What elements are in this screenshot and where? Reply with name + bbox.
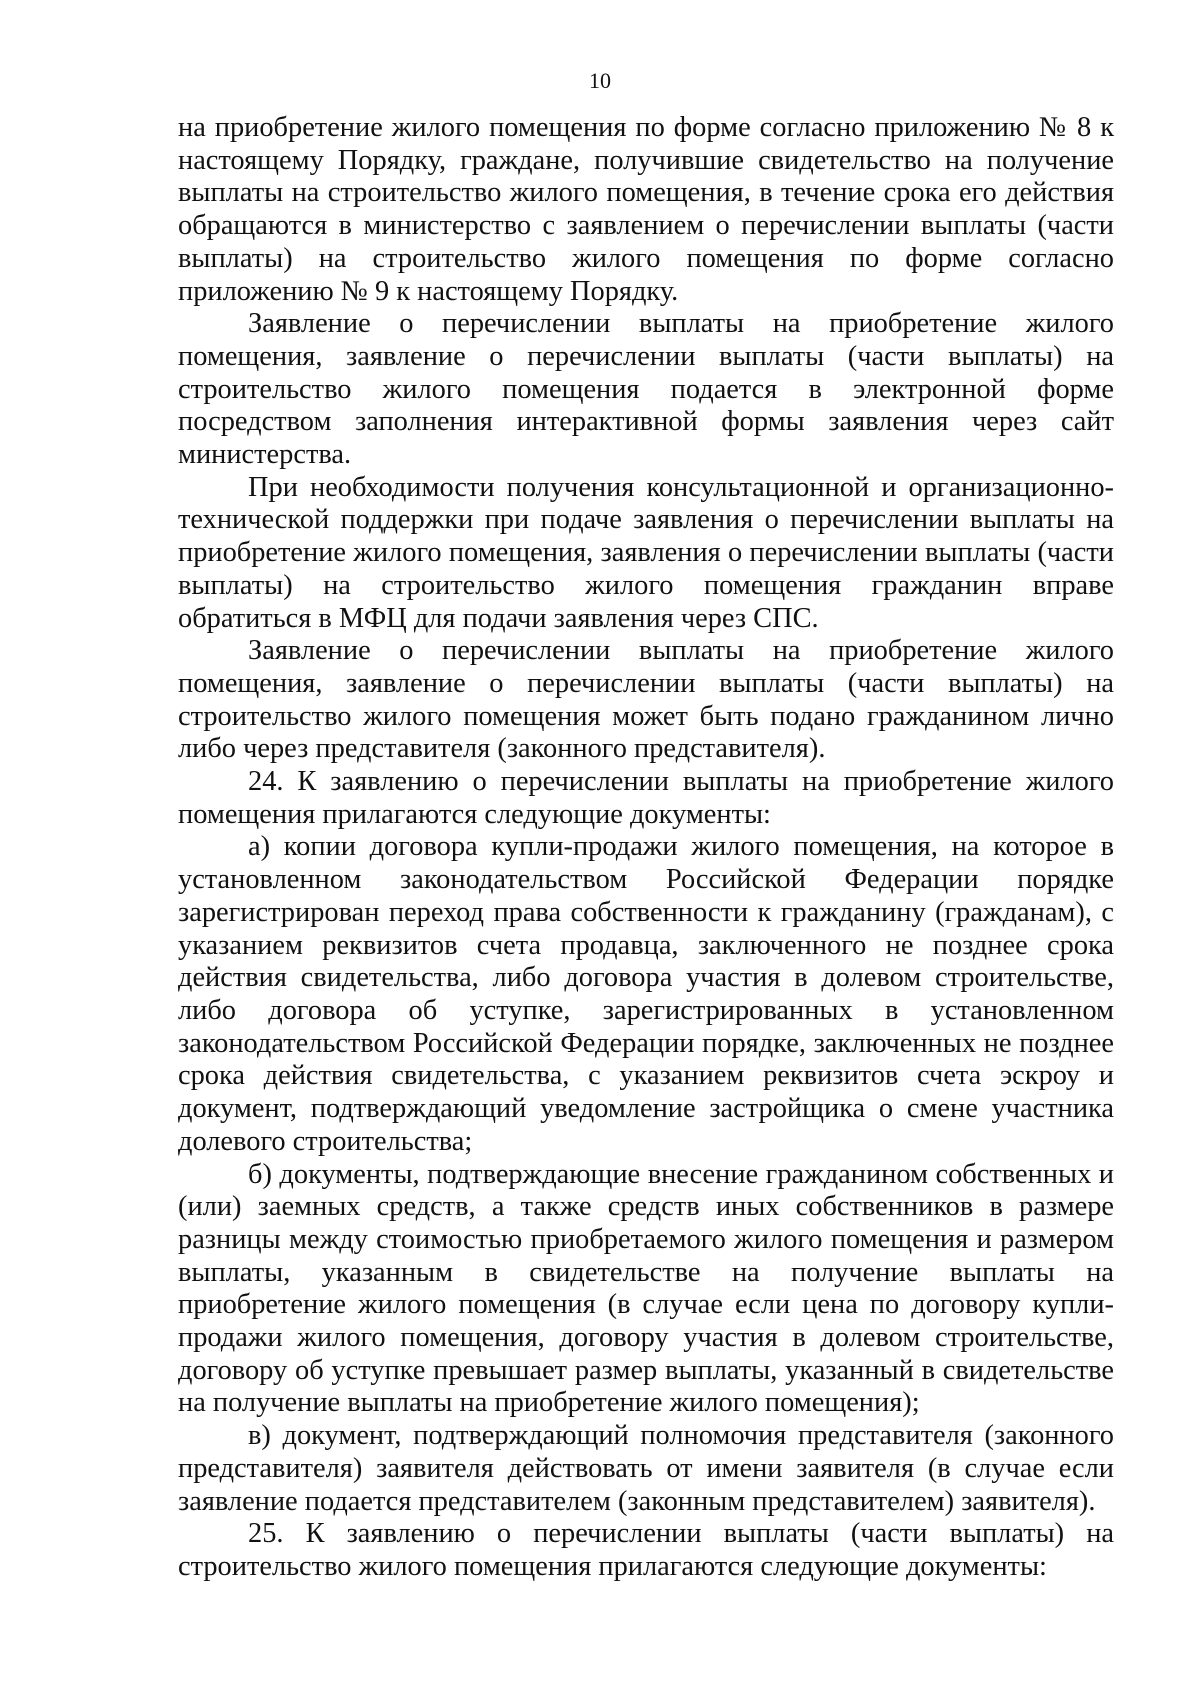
- paragraph-continuation: на приобретение жилого помещения по форме согласно приложению № 8 к настоящему Порядку, граждане, получившие свидетельство на получение выплаты на строительство жилого помещения, в течение срока его действия обращаются в министерство с заявлением о перечислении выплаты (части выплаты) на строительство жилого помещения по форме согласно приложению № 9 к настоящему Порядку.: [178, 112, 1114, 307]
- paragraph-representative: Заявление о перечислении выплаты на приобретение жилого помещения, заявление о перечислении выплаты (части выплаты) на строительство жилого помещения может быть подано гражданином лично либо через представителя (законного представителя).: [178, 635, 1114, 765]
- paragraph-item-25: 25. К заявлению о перечислении выплаты (части выплаты) на строительство жилого помещения прилагаются следующие документы:: [178, 1518, 1114, 1582]
- paragraph-electronic-submission: Заявление о перечислении выплаты на приобретение жилого помещения, заявление о перечислении выплаты (части выплаты) на строительство жилого помещения подается в электронной форме посредством заполнения интерактивной формы заявления через сайт министерства.: [178, 308, 1114, 471]
- paragraph-subitem-b: б) документы, подтверждающие внесение гражданином собственных и (или) заемных средств, а также средств иных собственников в размере разницы между стоимостью приобретаемого жилого помещения и размером выплаты, указанным в свидетельстве на получение выплаты на приобретение жилого помещения (в случае если цена по договору купли-продажи жилого помещения, договору участия в долевом строительстве, договору об уступке превышает размер выплаты, указанный в свидетельстве на получение выплаты на приобретение жилого помещения);: [178, 1158, 1114, 1419]
- paragraph-subitem-v: в) документ, подтверждающий полномочия представителя (законного представителя) заявителя действовать от имени заявителя (в случае если заявление подается представителем (законным представителем) заявителя).: [178, 1420, 1114, 1517]
- paragraph-subitem-a: а) копии договора купли-продажи жилого помещения, на которое в установленном законодательством Российской Федерации порядке зарегистрирован переход права собственности к гражданину (гражданам), с указанием реквизитов счета продавца, заключенного не позднее срока действия свидетельства, либо договора участия в долевом строительстве, либо договора об уступке, зарегистрированных в установленном законодательством Российской Федерации порядке, заключенных не позднее срока действия свидетельства, с указанием реквизитов счета эскроу и документ, подтверждающий уведомление застройщика о смене участника долевого строительства;: [178, 831, 1114, 1157]
- paragraph-mfc-support: При необходимости получения консультационной и организационно-технической поддержки при подаче заявления о перечислении выплаты на приобретение жилого помещения, заявления о перечислении выплаты (части выплаты) на строительство жилого помещения гражданин вправе обратиться в МФЦ для подачи заявления через СПС.: [178, 471, 1114, 634]
- paragraph-item-24: 24. К заявлению о перечислении выплаты на приобретение жилого помещения прилагаются следующие документы:: [178, 766, 1114, 830]
- document-body: [178, 112, 1114, 1584]
- page-number: 10: [589, 68, 611, 93]
